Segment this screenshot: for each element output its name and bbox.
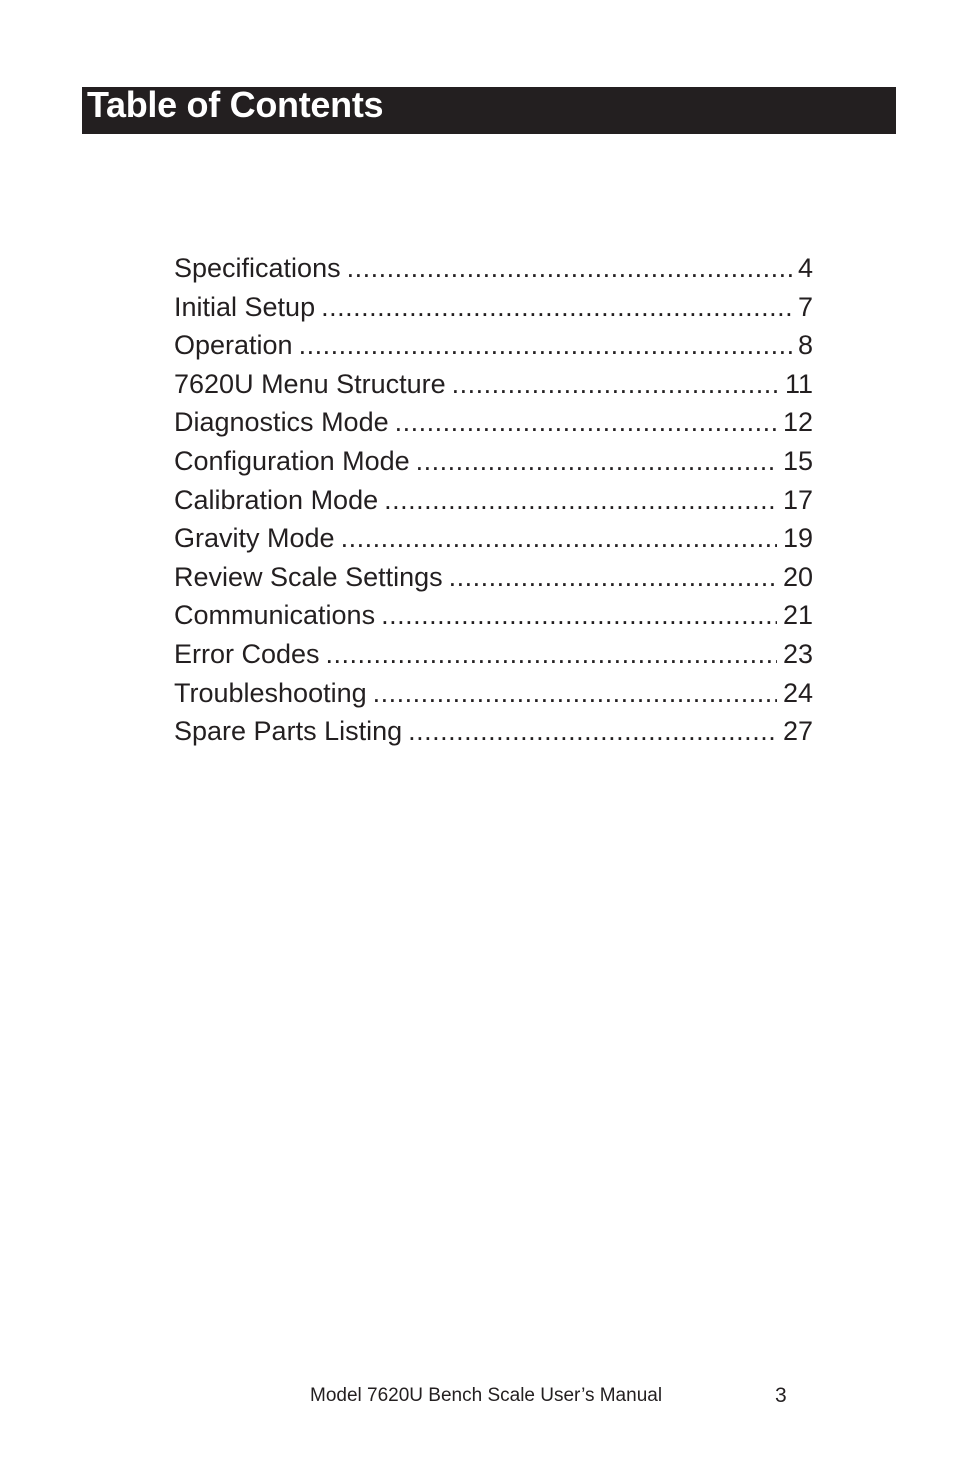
- toc-entry-gravity-mode[interactable]: [174, 519, 813, 558]
- toc-dot-leader: [321, 288, 792, 327]
- toc-entry-page: 15: [782, 445, 813, 476]
- toc-dot-leader: [326, 635, 777, 674]
- toc-entry-initial-setup[interactable]: [174, 288, 813, 327]
- toc-entry-label: 7620U Menu Structure: [174, 368, 446, 399]
- toc-entry-page: 8: [797, 330, 813, 361]
- toc-dot-leader: [452, 365, 779, 404]
- toc-entry-operation[interactable]: [174, 326, 813, 365]
- toc-dot-leader: [416, 442, 777, 481]
- toc-entry-page: 12: [782, 407, 813, 438]
- toc-entry-review-scale-settings[interactable]: [174, 558, 813, 597]
- toc-entry-configuration-mode[interactable]: [174, 442, 813, 481]
- toc-entry-label: Gravity Mode: [174, 523, 335, 554]
- toc-dot-leader: [341, 519, 777, 558]
- toc-entry-error-codes[interactable]: [174, 635, 813, 674]
- toc-entry-page: 17: [782, 484, 813, 515]
- toc-entry-page: 11: [784, 368, 813, 399]
- toc-entry-label: Diagnostics Mode: [174, 407, 389, 438]
- toc-entry-label: Initial Setup: [174, 291, 316, 322]
- toc-entry-page: 7: [797, 291, 813, 322]
- toc-entry-page: 19: [782, 523, 813, 554]
- toc-entry-label: Specifications: [174, 253, 341, 283]
- toc-entry-page: 27: [782, 716, 813, 747]
- toc-dot-leader: [381, 596, 777, 635]
- toc-entry-page: 4: [797, 253, 813, 283]
- toc-entry-calibration-mode[interactable]: [174, 481, 813, 520]
- toc-entry-specifications[interactable]: [174, 249, 813, 288]
- toc-entry-troubleshooting[interactable]: [174, 674, 813, 713]
- toc-entry-label: Configuration Mode: [174, 445, 410, 476]
- toc-entry-label: Calibration Mode: [174, 484, 379, 515]
- toc-dot-leader: [299, 326, 792, 365]
- toc-entry-label: Review Scale Settings: [174, 561, 443, 592]
- toc-entry-communications[interactable]: [174, 596, 813, 635]
- toc-entry-page: 20: [782, 561, 813, 592]
- toc-entry-label: Operation: [174, 330, 293, 361]
- toc-dot-leader: [373, 674, 777, 713]
- toc-dot-leader: [347, 249, 792, 288]
- toc-entry-label: Error Codes: [174, 638, 320, 669]
- toc-entry-spare-parts-listing[interactable]: [174, 712, 813, 751]
- toc-dot-leader: [449, 558, 777, 597]
- toc-dot-leader: [408, 712, 777, 751]
- toc-entry-page: 21: [782, 600, 813, 631]
- toc-entry-page: 24: [782, 677, 813, 708]
- toc-entry-label: Communications: [174, 600, 376, 631]
- toc-entry-diagnostics-mode[interactable]: [174, 403, 813, 442]
- footer-manual-title: Model 7620U Bench Scale User’s Manual: [310, 1385, 663, 1406]
- footer-page-number: 3: [775, 1384, 787, 1407]
- toc-entry-page: 23: [782, 638, 813, 669]
- table-of-contents: [174, 249, 813, 751]
- toc-dot-leader: [384, 481, 777, 520]
- toc-entry-label: Spare Parts Listing: [174, 716, 403, 747]
- toc-entry-label: Troubleshooting: [174, 677, 367, 708]
- toc-entry-menu-structure[interactable]: [174, 365, 813, 404]
- page-title: Table of Contents: [87, 84, 384, 125]
- toc-dot-leader: [395, 403, 777, 442]
- title-bar: [82, 84, 896, 134]
